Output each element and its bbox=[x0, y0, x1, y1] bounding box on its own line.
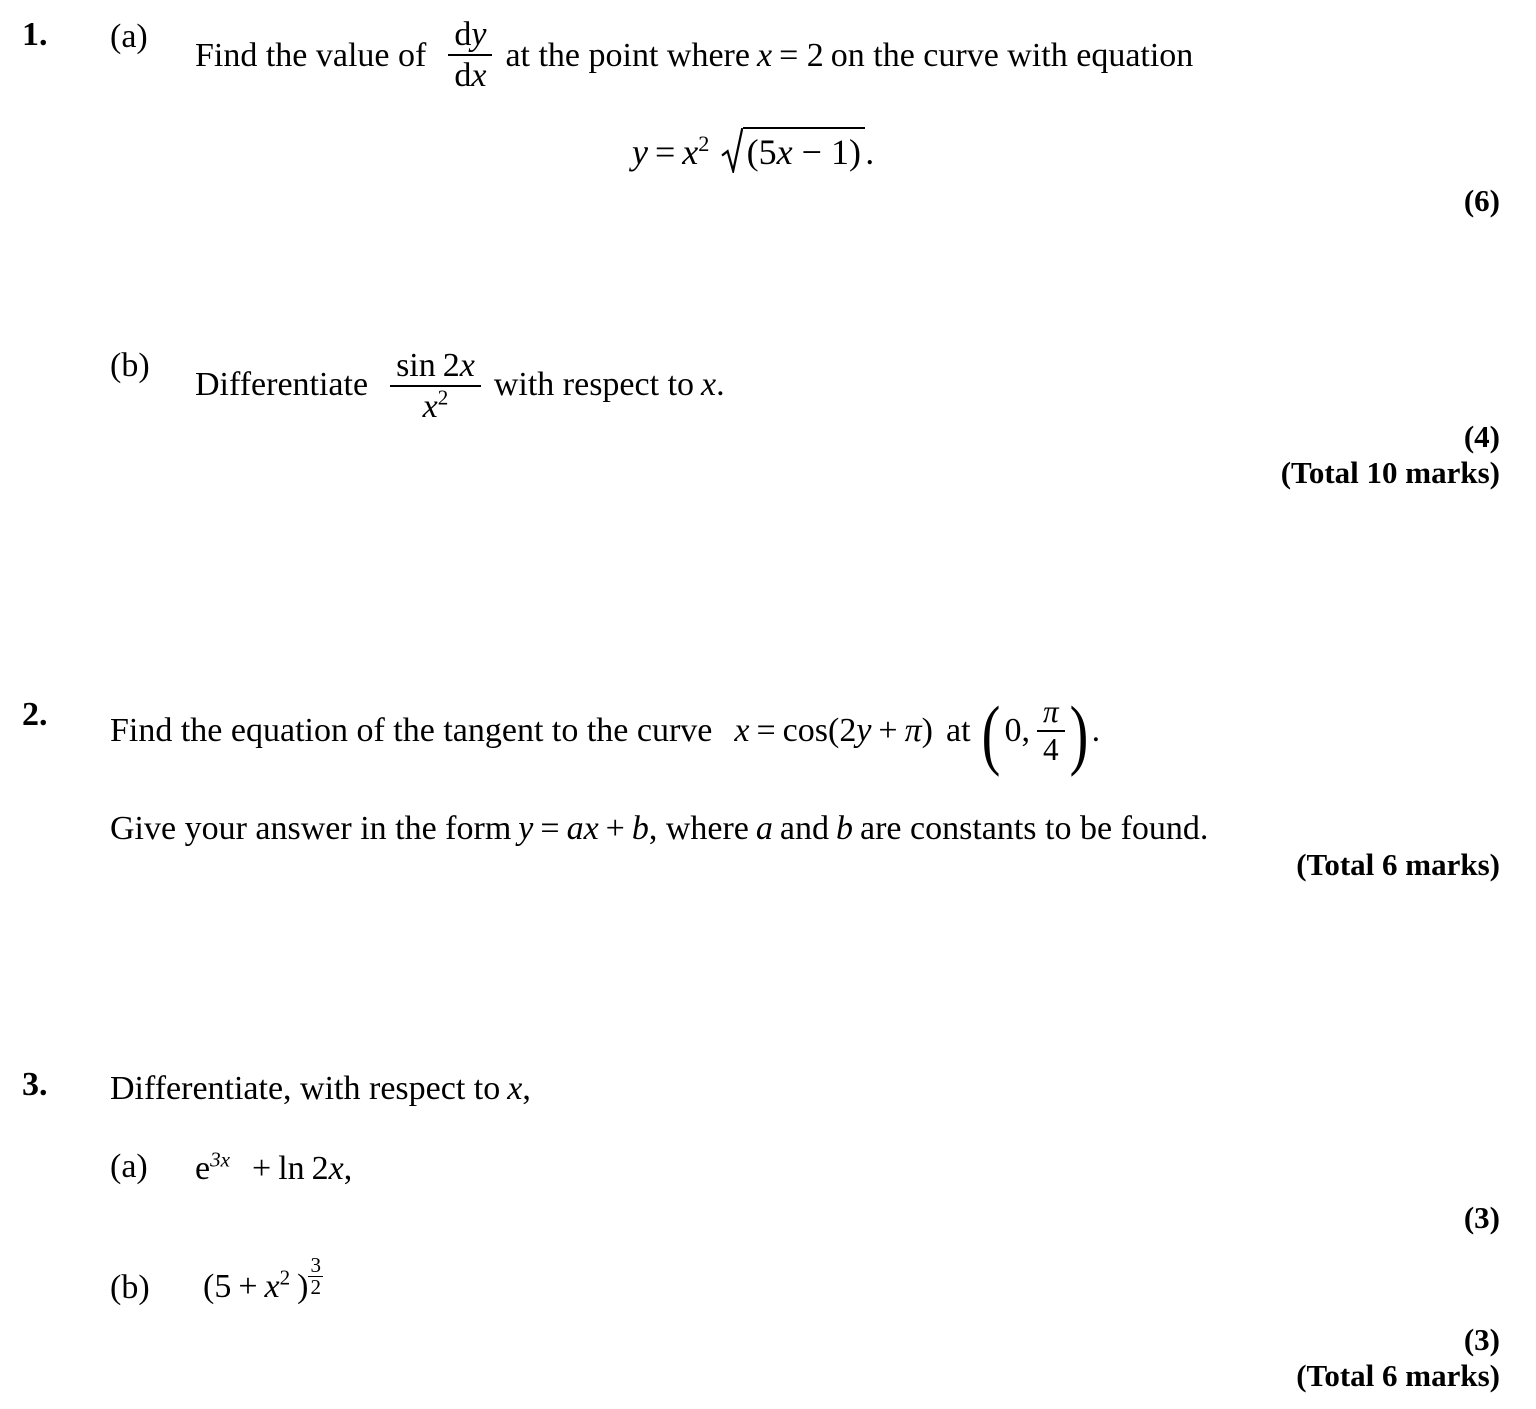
q2-equals: = bbox=[756, 712, 776, 750]
pi-over-4-fraction bbox=[1037, 696, 1065, 767]
question-number-1: 1. bbox=[22, 16, 48, 53]
q1b-text-lead: Differentiate bbox=[195, 365, 369, 403]
four-denominator: 4 bbox=[1043, 731, 1059, 767]
question-1-display-equation bbox=[632, 127, 874, 173]
question-2-total-marks: (Total 6 marks) bbox=[1296, 847, 1500, 882]
q3a-exponent-3x: 3x bbox=[210, 1147, 230, 1172]
question-2-line-1 bbox=[110, 690, 1101, 778]
q2-period: . bbox=[1091, 712, 1101, 750]
coordinate-pair bbox=[978, 690, 1092, 778]
q2-text-at: at bbox=[945, 712, 971, 750]
question-3-total-marks: (Total 6 marks) bbox=[1296, 1358, 1500, 1393]
square-root bbox=[721, 127, 866, 173]
right-paren: ) bbox=[1069, 690, 1089, 778]
equation-equals: = bbox=[654, 132, 676, 173]
radical-sign-icon bbox=[721, 127, 743, 173]
q2-text-lead: Find the equation of the tangent to the curve bbox=[110, 712, 713, 750]
radicand-expression bbox=[743, 127, 865, 173]
q2l2-lead: Give your answer in the form bbox=[110, 810, 512, 847]
q1b-variable-x: x bbox=[701, 365, 717, 403]
radicand-text: (5x − 1) bbox=[746, 132, 861, 173]
equation-lhs-y: y bbox=[632, 132, 648, 173]
question-1-part-a-text bbox=[195, 16, 1194, 96]
q2-curve-equation bbox=[734, 712, 933, 749]
question-1-part-b-label: (b) bbox=[110, 347, 150, 384]
q2l2-tail: are constants to be found. bbox=[860, 810, 1209, 847]
q2l2-mid: , where bbox=[648, 810, 749, 847]
question-3-part-b-expression bbox=[203, 1252, 323, 1311]
q1a-text-mid: at the point where bbox=[505, 36, 750, 74]
question-1-part-b-text bbox=[195, 349, 725, 425]
q2-constant-a: a bbox=[755, 810, 773, 847]
q3-variable-x: x bbox=[507, 1070, 523, 1107]
q2-lhs-x: x bbox=[734, 712, 750, 750]
equation-base-x: x bbox=[682, 132, 699, 173]
question-3-stem bbox=[110, 1068, 531, 1111]
q1a-text-tail: on the curve with equation bbox=[830, 36, 1194, 74]
q2-constant-b: b bbox=[836, 810, 853, 847]
question-3-part-a-label: (a) bbox=[110, 1148, 148, 1185]
coordinate-first: 0, bbox=[1004, 712, 1031, 750]
pi-numerator: π bbox=[1037, 696, 1065, 732]
question-3b-marks: (3) bbox=[1463, 1322, 1500, 1357]
exponent-numerator-3: 3 bbox=[310, 1252, 322, 1277]
question-1-total-marks: (Total 10 marks) bbox=[1280, 455, 1500, 490]
question-3-part-a-expression bbox=[195, 1147, 353, 1188]
equation-exponent-2: 2 bbox=[698, 131, 710, 157]
question-3a-marks: (3) bbox=[1463, 1200, 1500, 1235]
three-halves-exponent bbox=[308, 1252, 323, 1300]
sin2x-over-x2-fraction bbox=[390, 348, 481, 424]
exponent-denominator-2: 2 bbox=[310, 1275, 322, 1300]
q1b-text-tail: with respect to bbox=[493, 365, 695, 403]
dy-dx-fraction bbox=[448, 17, 492, 93]
question-2-line-2 bbox=[110, 808, 1208, 851]
q3a-base-e: e bbox=[195, 1150, 211, 1187]
fraction-denominator-x2: $x^2$ bbox=[422, 385, 449, 425]
question-1a-marks: (6) bbox=[1463, 183, 1500, 218]
q2l2-and: and bbox=[779, 810, 829, 847]
coordinate-contents bbox=[1004, 694, 1066, 769]
q1a-text-lead: Find the value of bbox=[195, 36, 427, 74]
q1b-period: . bbox=[716, 365, 725, 403]
question-1-part-a-label: (a) bbox=[110, 18, 148, 55]
question-1b-marks: (4) bbox=[1463, 419, 1500, 454]
equation-period: . bbox=[865, 132, 875, 173]
q1a-equals-two: = 2 bbox=[779, 36, 824, 74]
question-number-2: 2. bbox=[22, 696, 48, 733]
q3b-bracket-expression: ($5 + x^2$ ) bbox=[203, 1266, 309, 1306]
question-3-part-b-label: (b) bbox=[110, 1269, 150, 1306]
q1a-variable-x: x bbox=[756, 36, 773, 74]
dy-dx-denominator: dx bbox=[454, 56, 487, 94]
q3-stem-comma: , bbox=[522, 1070, 531, 1107]
fraction-numerator-sin2x: sin 2x bbox=[390, 348, 481, 387]
dy-dx-numerator: dy bbox=[448, 17, 492, 56]
question-number-3: 3. bbox=[22, 1066, 48, 1103]
q2-cos-expression: cos(2y + π) bbox=[782, 712, 933, 750]
q2-answer-form: y = ax + b bbox=[518, 810, 649, 847]
q3a-rest: + ln 2x, bbox=[252, 1150, 353, 1187]
left-paren: ( bbox=[981, 690, 1000, 778]
q3-stem-lead: Differentiate, with respect to bbox=[110, 1070, 501, 1107]
